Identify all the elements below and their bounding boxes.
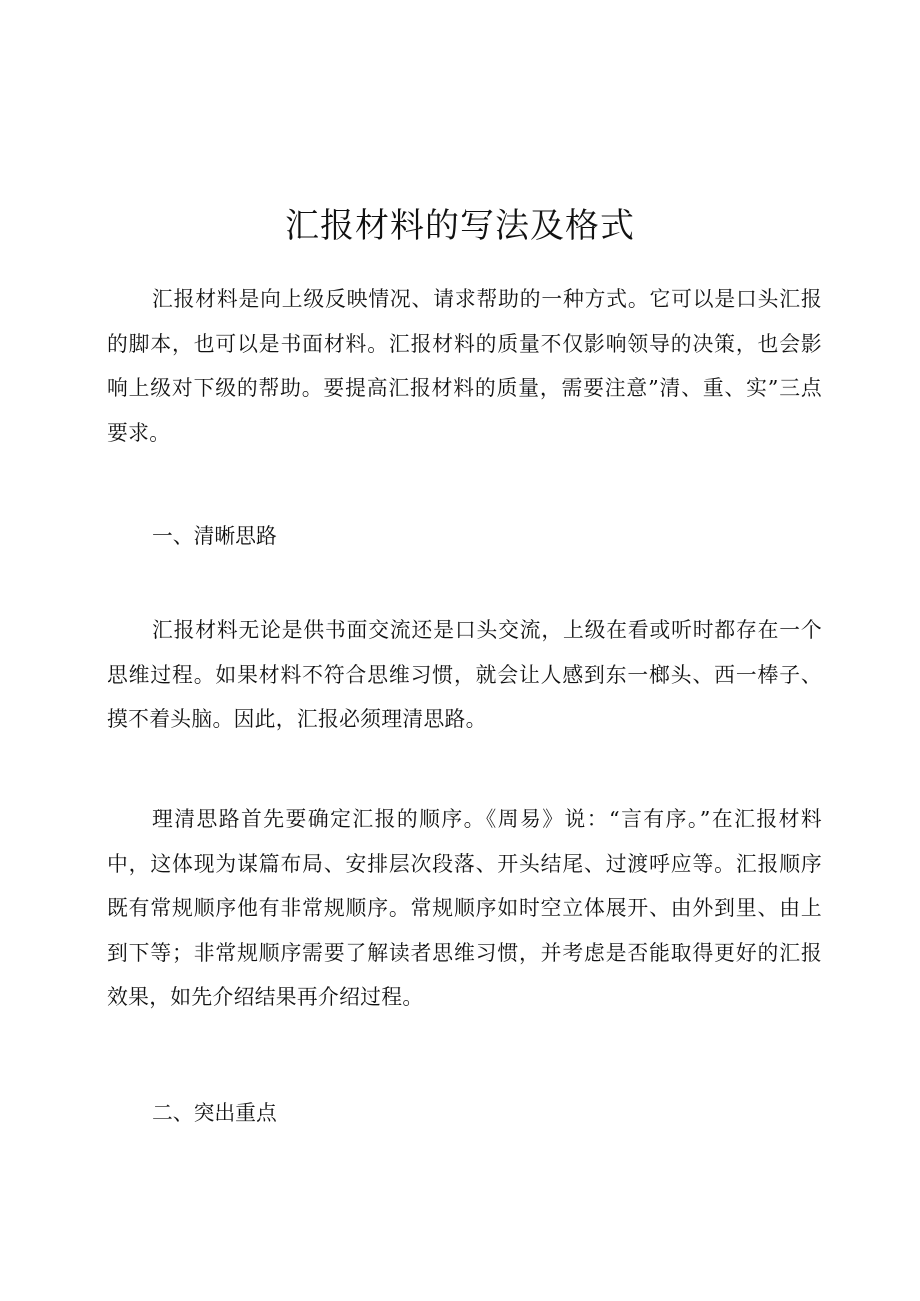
intro-paragraph: 汇报材料是向上级反映情况、请求帮助的一种方式。它可以是口头汇报的脚本，也可以是书面材料。汇报材料的质量不仅影响领导的决策，也会影响上级对下级的帮助。要提高汇报材料的质量，需要注意”清、重、实”三点要求。 bbox=[107, 287, 822, 445]
body-paragraph-3: 理清思路首先要确定汇报的顺序。《周易》说：“言有序。”在汇报材料中，这体现为谋篇布局、安排层次段落、开头结尾、过渡呼应等。汇报顺序既有常规顺序他有非常规顺序。常规顺序如时空立体展开、由外到里、由上到下等；非常规顺序需要了解读者思维习惯，并考虑是否能取得更好的汇报效果，如先介绍结果再介绍过程。 bbox=[107, 807, 822, 1009]
section-heading-2: 二、突出重点 bbox=[152, 1101, 277, 1125]
body-paragraph-2: 汇报材料无论是供书面交流还是口头交流，上级在看或听时都存在一个思维过程。如果材料不符合思维习惯，就会让人感到东一榔头、西一棒子、摸不着头脑。因此，汇报必须理清思路。 bbox=[107, 618, 822, 731]
section-heading-1: 一、清晰思路 bbox=[152, 524, 277, 548]
document-title: 汇报材料的写法及格式 bbox=[285, 205, 635, 246]
